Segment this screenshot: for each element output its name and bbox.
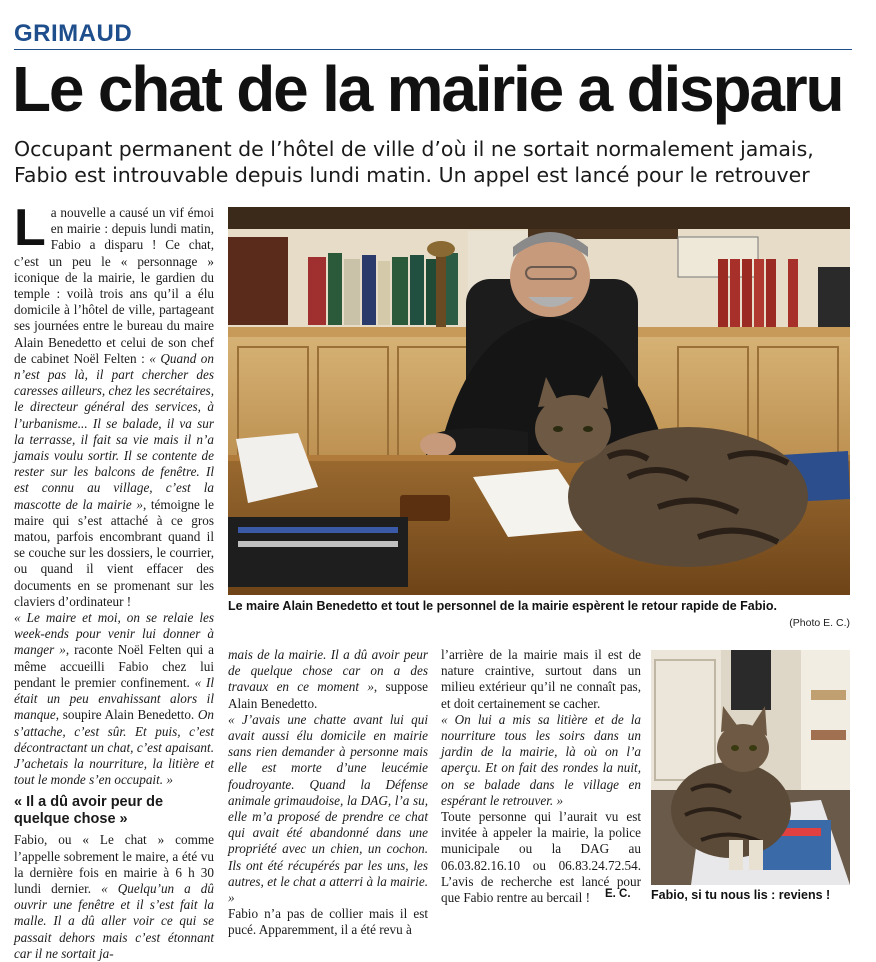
- mayor-with-cat-illustration: [228, 207, 850, 595]
- text-run: a nouvelle a causé un vif émoi en mairie : depuis lundi matin, Fabio a disparu ! Ce chat, c’est un peu le « personnage » iconique de la mairie, le gardien du temple : voilà trois ans qu’il a élu domicile à l’hôtel de ville, partageant ses journées entre le bureau du maire Alain Benedetto et celui de son chef de cabinet Noël Felten :: [14, 205, 214, 366]
- quote-run: « Quelqu’un a dû ouvrir une fenêtre et il s’est fait la malle. Il a dû aller voir ce qui se passait dehors mais c’est étonnant car il ne sortait ja-: [14, 880, 214, 961]
- paragraph: [14, 199, 215, 610]
- author-signature: E. C.: [605, 888, 631, 900]
- paragraph: [228, 712, 428, 906]
- text-run: , raconte Noël Felten qui a même accueilli Fabio chez lui pendant le premier confinement.: [14, 642, 214, 690]
- text-run: , suppose Alain Benedetto.: [228, 679, 428, 711]
- quote-run: « Il était un peu envahissant alors il manque: [14, 674, 214, 723]
- paragraph: [14, 610, 214, 788]
- quote-run: « Quand on n’est pas là, il part chercher des caresses ailleurs, chez les secrétaires, le directeur général des services, à l’urbanisme... Il se balade, il va sur la terrasse, il fait sa vie mais il n’a jamais voulu sortir. Il se contente de rester sur les balcons de fenêtre. Il est connu au village, c’est la mascotte de la mairie »: [14, 350, 214, 512]
- deck-line-2: Fabio est introuvable depuis lundi matin. Un appel est lancé pour le retrouver: [14, 163, 810, 187]
- paragraph: l’arrière de la mairie mais il est de nature craintive, surtout dans un milieu extérieur qu’il ne connaît pas, et doit certainement se cacher.: [441, 647, 641, 711]
- quote-run: On s’attache, c’est sûr. Et puis, c’est décontractant un chat, c’est apaisant. J’achetais la nourriture, la litière et tout le monde s’en occupait. »: [14, 707, 214, 788]
- headline: Le chat de la mairie a disparu: [12, 53, 843, 125]
- text-run: Fabio, ou « Le chat » comme l’appelle sobrement le maire, a été vu la dernière fois en mairie à 6 h 30 lundi dernier.: [14, 832, 214, 896]
- paragraph: [228, 647, 428, 712]
- paragraph: Fabio n’a pas de collier mais il est pucé. Apparemment, il a été revu à: [228, 906, 428, 938]
- cat-photo: [651, 650, 850, 885]
- deck-line-1: Occupant permanent de l’hôtel de ville d’où il ne sortait normalement jamais,: [14, 137, 814, 161]
- text-run: , témoigne le maire qui s’est attaché à ce gros matou, parfois encombrant quand il se couche sur les dossiers, le courrier, ou quand il vient effacer des documents en se promenant sur les claviers d’ordinateur !: [14, 496, 215, 609]
- paragraph: [441, 712, 641, 809]
- paragraph: Toute personne qui l’aurait vu est invitée à appeler la mairie, la police municipale ou la DAG au 06.03.82.16.10 ou 06.83.24.72.54. L’avis de recherche est lancé pour que Fabio rentre au bercail !: [441, 809, 641, 906]
- kicker-rule: [14, 49, 852, 50]
- main-photo: [228, 207, 850, 595]
- quote-run: « J’avais une chatte avant lui qui avait aussi élu domicile en mairie sans rien demander à personne mais elle est morte d’une leucémie foudroyante. Quand la Défense animale grimaudoise, la DAG, l’a su, elle m’a proposé de prendre ce chat qui avait été abandonné dans une propriété avec un chien, un cochon. Ils ont été récupérés par les uns, les autres, et le chat a atterri à la mairie. »: [228, 711, 428, 906]
- article-column-1: [14, 199, 215, 962]
- article-column-3: [441, 647, 641, 906]
- paragraph: [14, 832, 214, 962]
- text-run: , soupire Alain Benedetto.: [55, 707, 198, 723]
- cat-on-desk-illustration: [651, 650, 850, 885]
- quote-run: « Le maire et moi, on se relaie les week-ends pour venir lui donner à manger »: [14, 610, 214, 658]
- quote-run: mais de la mairie. Il a dû avoir peur de quelque chose car on a des travaux en ce moment »: [228, 647, 428, 695]
- drop-cap: L: [14, 199, 46, 257]
- photo-credit: (Photo E. C.): [789, 617, 850, 629]
- deck: [14, 136, 864, 188]
- main-photo-caption: Le maire Alain Benedetto et tout le personnel de la mairie espèrent le retour rapide de Fabio.: [228, 599, 777, 613]
- section-kicker: GRIMAUD: [14, 20, 133, 47]
- cat-photo-caption: Fabio, si tu nous lis : reviens !: [651, 888, 831, 902]
- subheading: « Il a dû avoir peur de quelque chose »: [14, 794, 164, 828]
- quote-run: « On lui a mis sa litière et de la nourriture tous les soirs dans un jardin de la mairie, là où on l’a aperçu. Et on fait des rondes la nuit, on se balade dans le village en espérant le retrouver. »: [441, 711, 641, 808]
- article-column-2: [228, 647, 428, 939]
